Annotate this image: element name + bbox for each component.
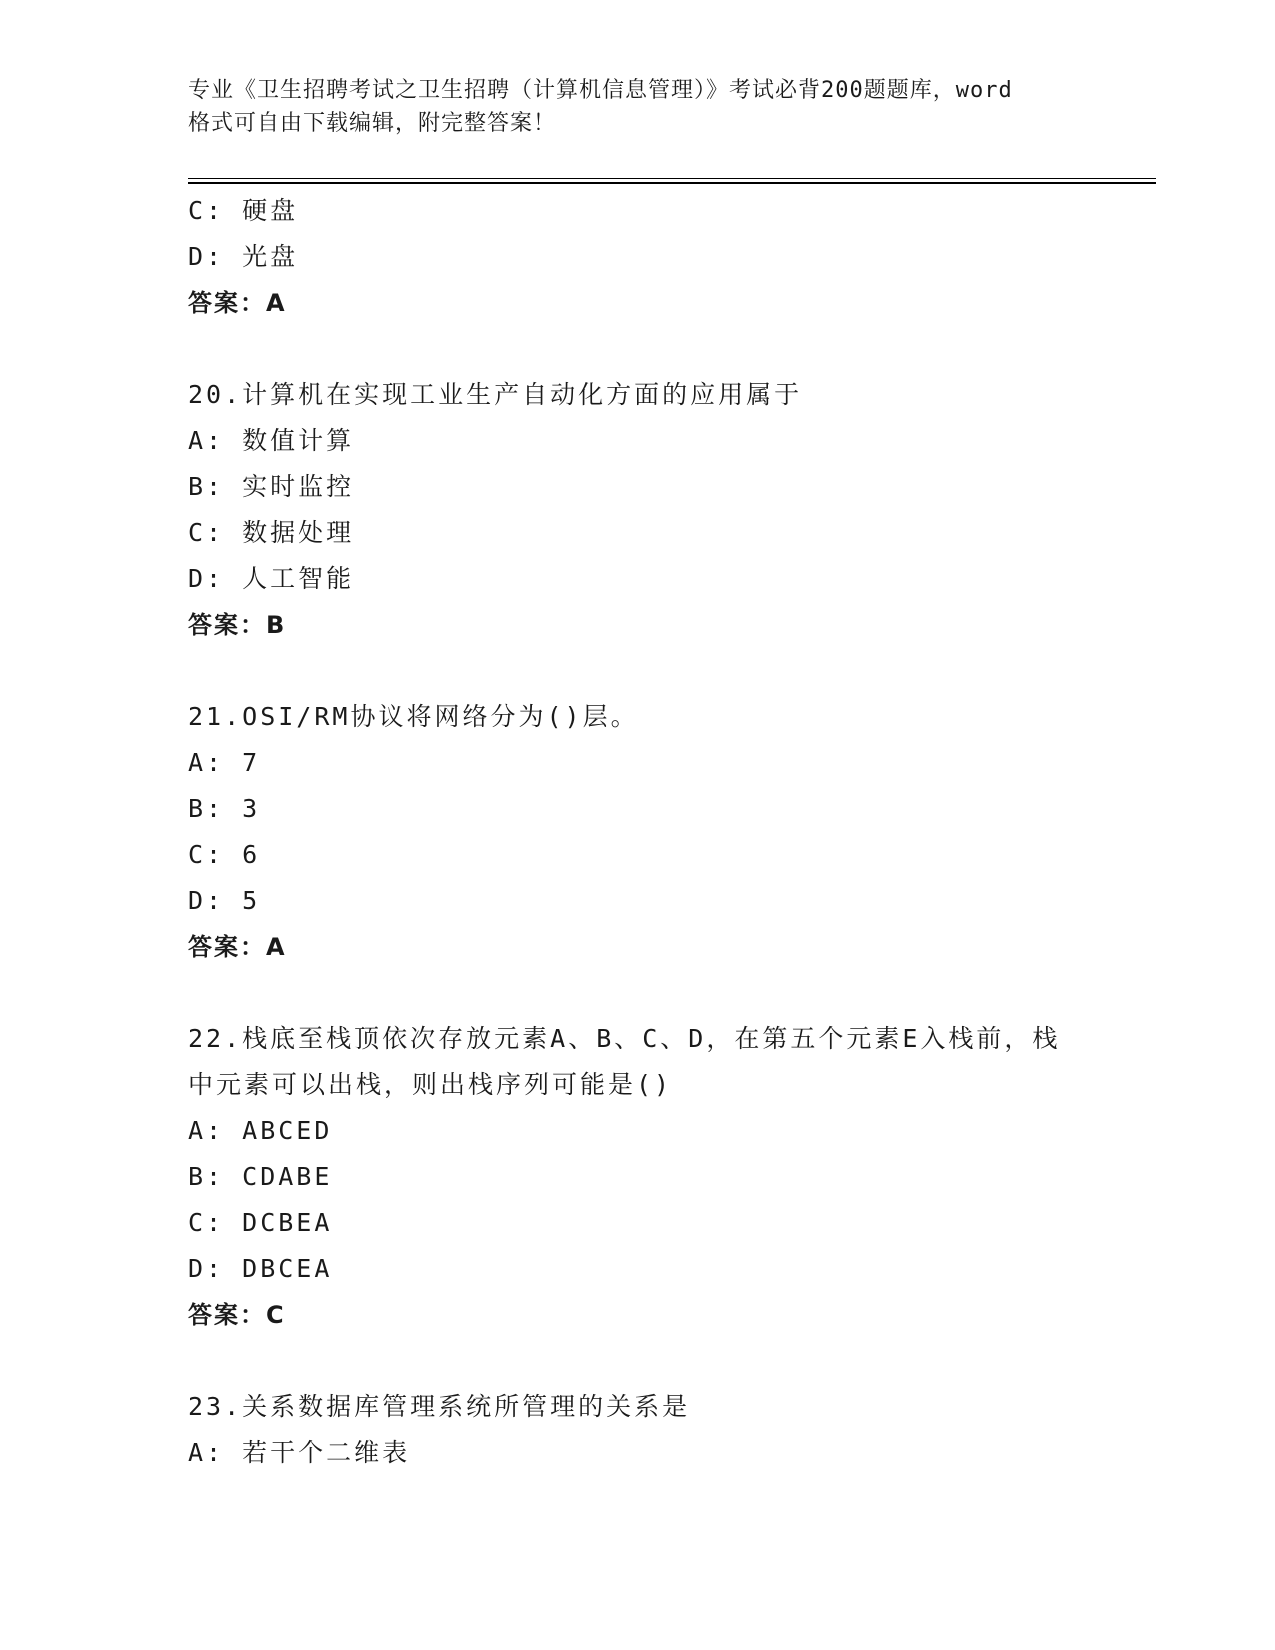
question-23 [188,1384,1088,1476]
option-d: D: 光盘 [188,242,299,271]
option-b: B: 3 [188,794,261,823]
spacer [188,970,1088,1016]
option-a: A: 若干个二维表 [188,1438,411,1467]
header-line-2: 格式可自由下载编辑，附完整答案！ [188,111,557,136]
question-text: 20.计算机在实现工业生产自动化方面的应用属于 [188,380,803,409]
question-text-line-1: 22.栈底至栈顶依次存放元素A、B、C、D，在第五个元素E入栈前，栈 [188,1024,1061,1053]
question-22 [188,1016,1088,1338]
option-a: A: ABCED [188,1116,333,1145]
question-text: 23.关系数据库管理系统所管理的关系是 [188,1392,691,1421]
option-d: D: 人工智能 [188,564,355,593]
answer-label: 答案：C [188,1301,286,1329]
option-a: A: 7 [188,748,261,777]
question-list [188,188,1088,1476]
option-a: A: 数值计算 [188,426,355,455]
answer-label: 答案：A [188,933,287,961]
answer-label: 答案：A [188,289,287,317]
spacer [188,326,1088,372]
spacer [188,648,1088,694]
answer-label: 答案：B [188,611,287,639]
question-19-tail [188,188,1088,326]
question-text-line-2: 中元素可以出栈，则出栈序列可能是() [188,1070,673,1099]
document-header [188,74,1088,140]
question-text: 21.OSI/RM协议将网络分为()层。 [188,702,639,731]
option-b: B: 实时监控 [188,472,355,501]
option-d: D: 5 [188,886,261,915]
spacer [188,1338,1088,1384]
option-c: C: 硬盘 [188,196,299,225]
header-divider-thick [188,182,1156,184]
option-b: B: CDABE [188,1162,333,1191]
header-divider-thin [188,178,1156,179]
question-21 [188,694,1088,970]
option-c: C: 6 [188,840,261,869]
option-c: C: DCBEA [188,1208,333,1237]
header-line-1: 专业《卫生招聘考试之卫生招聘（计算机信息管理）》考试必背200题题库，word [188,78,1013,103]
question-20 [188,372,1088,648]
option-c: C: 数据处理 [188,518,355,547]
option-d: D: DBCEA [188,1254,333,1283]
